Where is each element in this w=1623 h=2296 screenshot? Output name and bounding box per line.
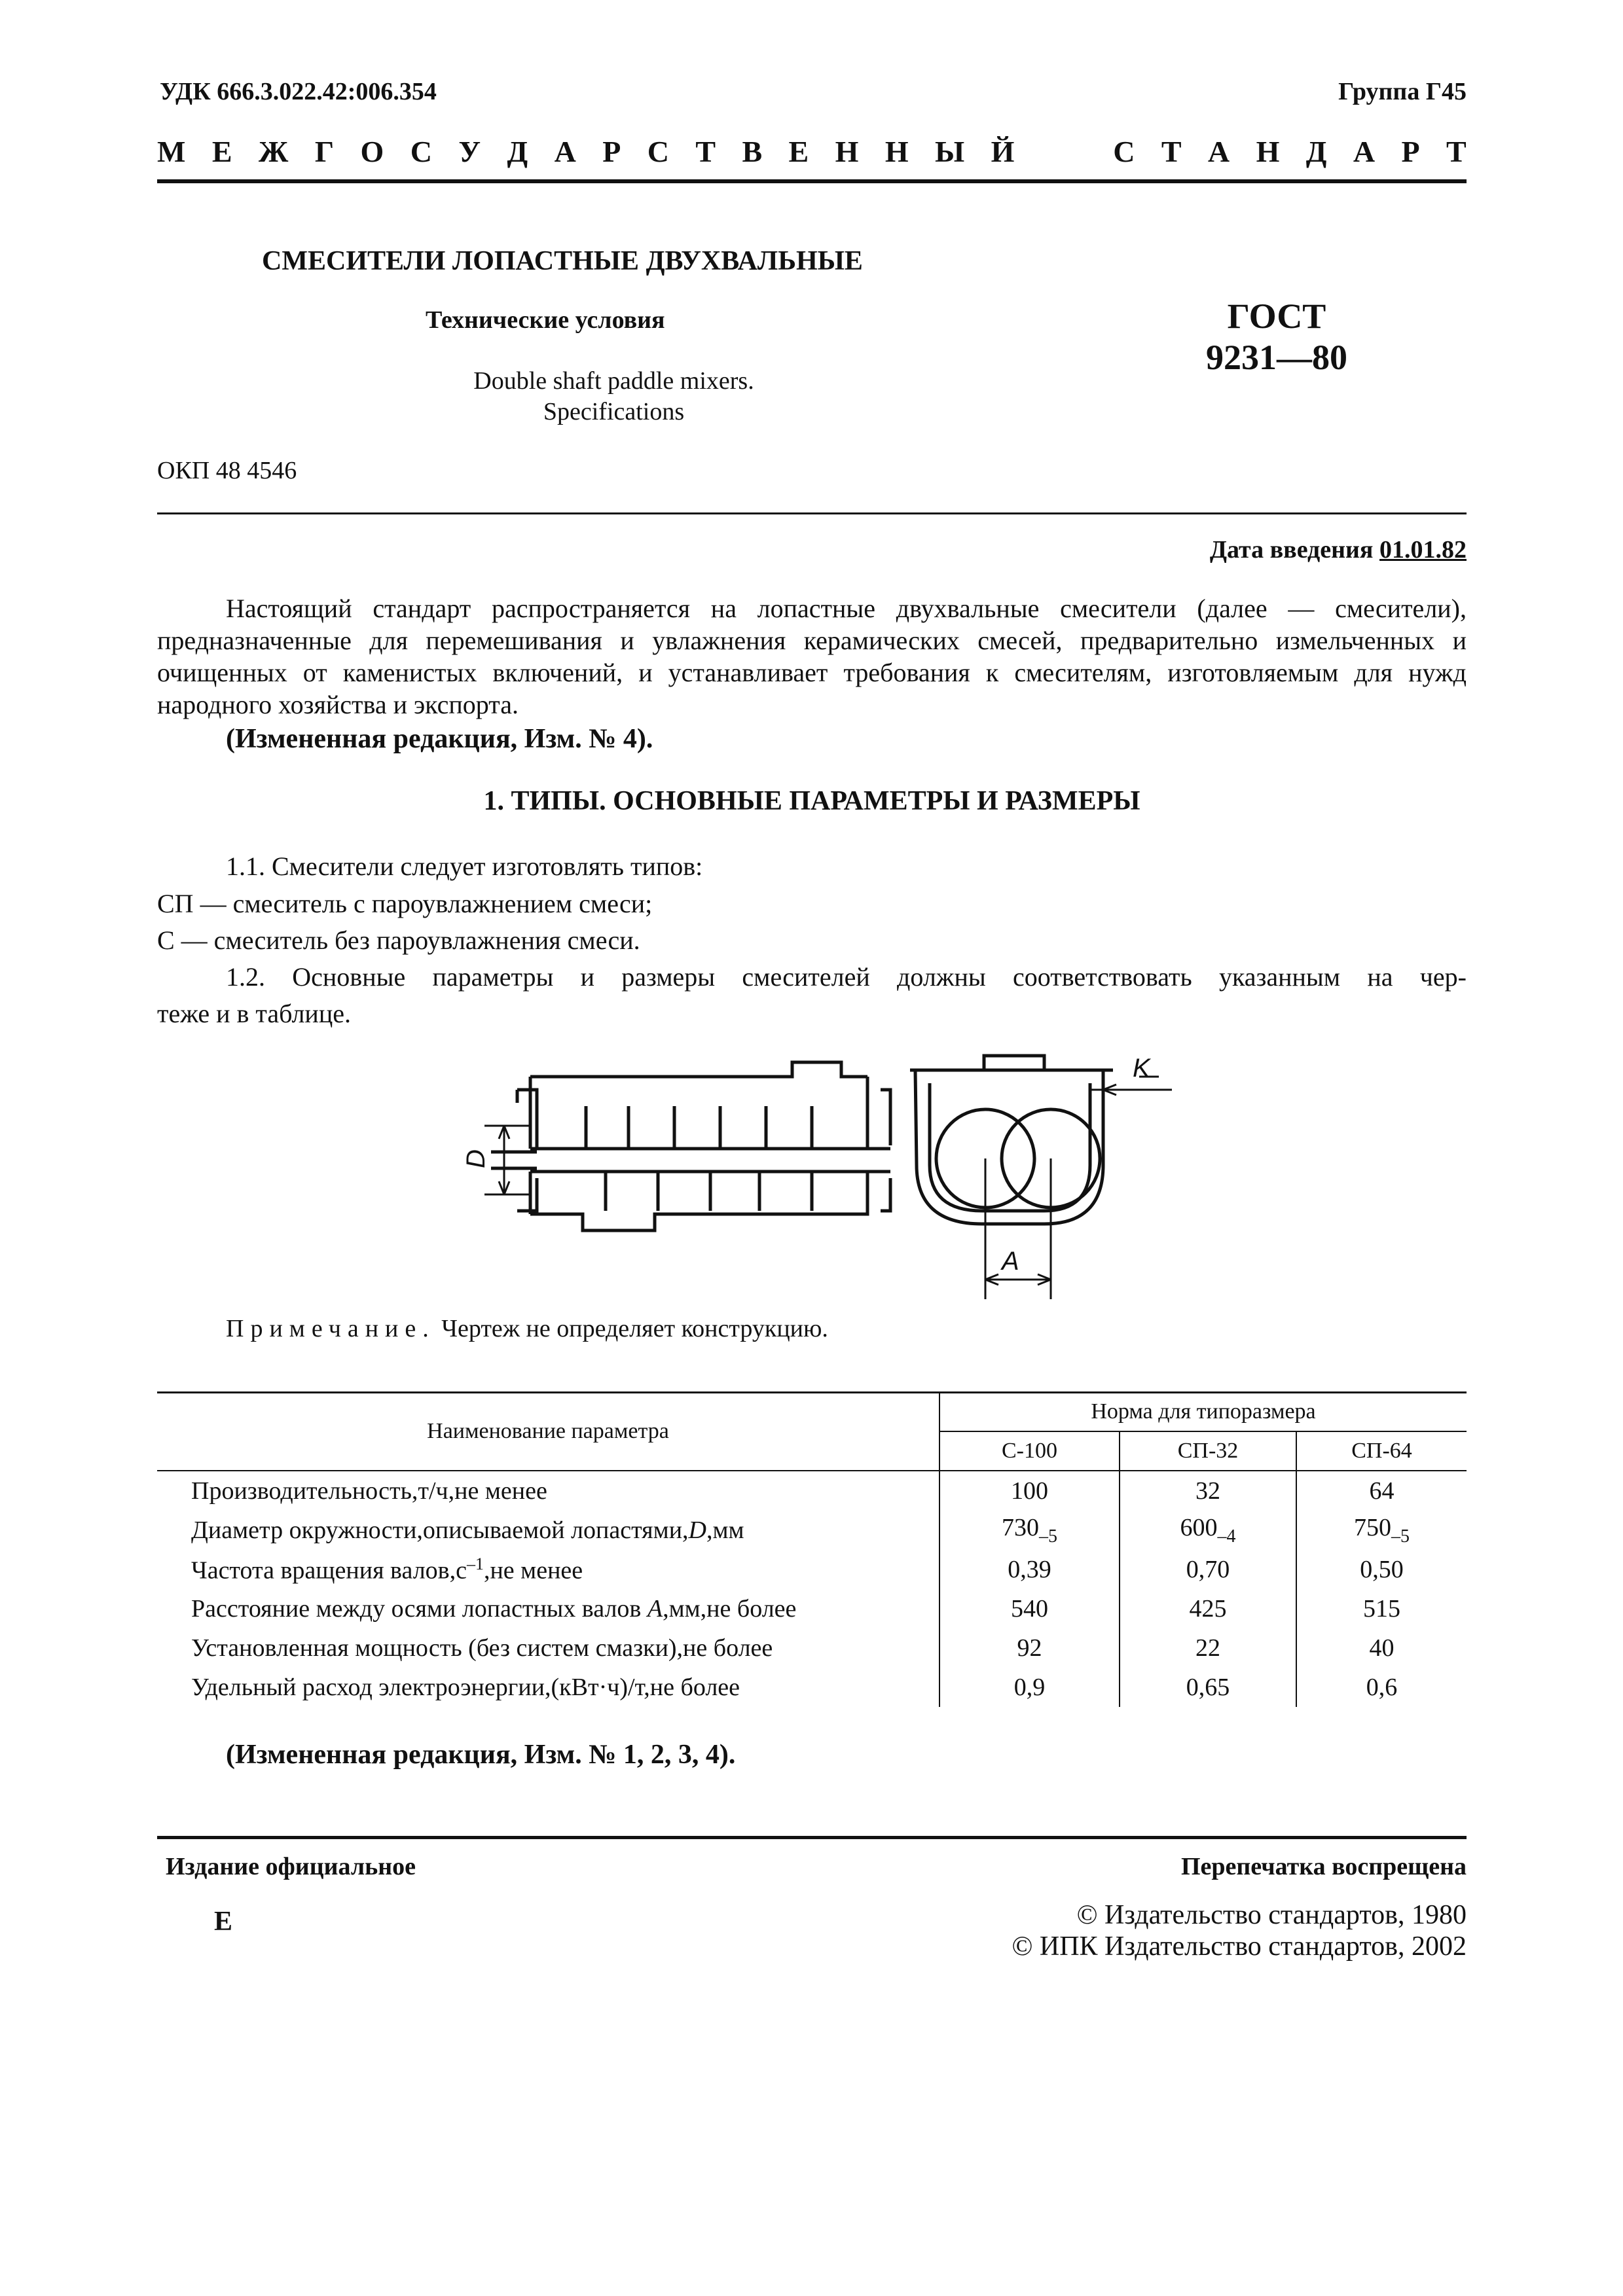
mixer-side-view: [462, 1062, 890, 1230]
banner-letter: Ы: [935, 135, 965, 168]
param-name: Диаметр окружности,описываемой лопастями,D,мм: [191, 1516, 744, 1544]
official-edition: Издание официальное: [166, 1853, 416, 1880]
gost-number: 9231—80: [1206, 338, 1347, 377]
clearance-label: K: [1133, 1054, 1150, 1083]
param-value: 0,9: [939, 1668, 1120, 1707]
banner-letter: А: [1207, 135, 1230, 168]
group-code: Группа Г45: [1338, 78, 1467, 105]
banner-letter: Й: [991, 135, 1015, 168]
banner-letter: А: [554, 135, 576, 168]
param-header: Наименование параметра: [157, 1393, 939, 1471]
section-1-title: 1. ТИПЫ. ОСНОВНЫЕ ПАРАМЕТРЫ И РАЗМЕРЫ: [483, 786, 1140, 816]
table-row: [157, 1628, 1467, 1668]
type-sp-line: СП — смеситель с пароувлажнением смеси;: [157, 889, 653, 918]
clause-1-2: 1.2. Основные параметры и размеры смесителей должны соответствовать указанным на чер-: [226, 962, 1467, 992]
param-value: 40: [1296, 1628, 1467, 1668]
document-subtitle: Технические условия: [426, 306, 665, 334]
title-block-rule: [157, 512, 1467, 514]
column-header: СП-64: [1296, 1431, 1467, 1471]
banner-letter: Н: [835, 135, 859, 168]
param-value: $750_{-5}$: [1296, 1511, 1467, 1550]
effective-date-value: 01.01.82: [1379, 536, 1467, 564]
param-value: 0,6: [1296, 1668, 1467, 1707]
param-name: Установленная мощность (без систем смазки),не более: [191, 1634, 773, 1662]
drawing-note: [226, 1314, 828, 1343]
param-value: 0,39: [939, 1550, 1120, 1589]
banner-letter: У: [458, 135, 481, 168]
param-name: Частота вращения $валов,с^{-1},не$ менее: [191, 1554, 583, 1585]
param-value: 540: [939, 1589, 1120, 1628]
banner-letter: Г: [314, 135, 335, 168]
table-amendment: (Измененная редакция, Изм. № 1, 2, 3, 4).: [226, 1740, 736, 1770]
okp-code: ОКП 48 4546: [157, 457, 297, 484]
banner-letter: М: [157, 135, 186, 168]
note-label: Примечание.: [226, 1315, 435, 1342]
banner-letter: Е: [788, 135, 809, 168]
param-value: 0,65: [1120, 1668, 1296, 1707]
intro-amendment: (Измененная редакция, Изм. № 4).: [226, 724, 653, 754]
banner-letter: Т: [695, 135, 716, 168]
copyright-2002: © ИПК Издательство стандартов, 2002: [1012, 1931, 1467, 1962]
table-row: [157, 1550, 1467, 1589]
table-row: [157, 1589, 1467, 1628]
mixer-end-view: [910, 1054, 1172, 1299]
document-title: СМЕСИТЕЛИ ЛОПАСТНЫЕ ДВУХВАЛЬНЫЕ: [262, 246, 863, 276]
banner-letter: Ж: [258, 135, 289, 168]
note-text: Чертеж не определяет конструкцию.: [441, 1315, 828, 1342]
table-row: [157, 1668, 1467, 1707]
param-name: Удельный расход электроэнергии,(кВт·ч)/т,не более: [191, 1674, 740, 1701]
banner-letter: Р: [1401, 135, 1420, 168]
banner-letter: Д: [1305, 135, 1327, 168]
diameter-label: D: [462, 1149, 490, 1168]
param-name: Расстояние между осями лопастных валов A,мм,не более: [191, 1595, 797, 1623]
param-value: 32: [1120, 1471, 1296, 1511]
copyright-1980: © Издательство стандартов, 1980: [1076, 1900, 1467, 1930]
param-value: 22: [1120, 1628, 1296, 1668]
type-s-line: С — смеситель без пароувлажнения смеси.: [157, 925, 640, 955]
banner-letter: О: [360, 135, 384, 168]
mixer-drawing: [458, 1044, 1192, 1306]
param-value: 0,50: [1296, 1550, 1467, 1589]
english-title-line-1: Double shaft paddle mixers.: [473, 367, 754, 395]
english-title-line-2: Specifications: [543, 398, 685, 425]
banner-letter: Р: [602, 135, 621, 168]
table-row: [157, 1511, 1467, 1550]
table-row: [157, 1471, 1467, 1511]
param-value: 515: [1296, 1589, 1467, 1628]
column-header: СП-32: [1120, 1431, 1296, 1471]
parameters-table: [157, 1393, 1467, 1707]
banner-letter: Т: [1446, 135, 1467, 168]
param-value: 0,70: [1120, 1550, 1296, 1589]
param-value: 92: [939, 1628, 1120, 1668]
norm-header: Норма для типоразмера: [939, 1393, 1467, 1431]
edition-letter: Е: [214, 1907, 233, 1937]
banner-letter: Н: [884, 135, 909, 168]
param-value: 64: [1296, 1471, 1467, 1511]
banner-letter: С: [647, 135, 669, 168]
param-value: $730_{-5}$: [939, 1511, 1120, 1550]
banner-letter: С: [1113, 135, 1135, 168]
banner-letter: Д: [507, 135, 528, 168]
reprint-prohibited: Перепечатка воспрещена: [1180, 1853, 1467, 1880]
effective-date-label: Дата введения: [1209, 536, 1374, 564]
gost-label: ГОСТ: [1227, 296, 1326, 336]
banner-letter: В: [742, 135, 763, 168]
banner-letter: С: [410, 135, 432, 168]
intro-paragraph: Настоящий стандарт распространяется на лопастные двухвальные смесители (далее — смесители), предназначенные для перемешивания и увлажнения керамических смесей, предварительно измельченных и очищенных от каменистых включений, и устанавливает требования к смесителям, изготовляемым для нужд народного хозяйства и экспорта.: [157, 594, 1467, 719]
udk-code: УДК 666.3.022.42:006.354: [160, 78, 437, 105]
param-value: $600_{-4}$: [1120, 1511, 1296, 1550]
param-name: Производительность,т/ч,не менее: [191, 1477, 547, 1505]
banner-letter: Е: [211, 135, 232, 168]
param-value: 425: [1120, 1589, 1296, 1628]
footer-rule: [157, 1836, 1467, 1839]
clause-1-1: 1.1. Смесители следует изготовлять типов:: [226, 852, 703, 881]
effective-date: [1210, 535, 1467, 564]
param-value: 100: [939, 1471, 1120, 1511]
header-rule: [157, 179, 1467, 183]
column-header: С-100: [939, 1431, 1120, 1471]
axis-distance-label: A: [1002, 1247, 1019, 1276]
clause-1-2-cont: теже и в таблице.: [157, 999, 351, 1028]
banner-letter: Т: [1161, 135, 1182, 168]
banner-letter: А: [1353, 135, 1376, 168]
standard-banner: [157, 134, 1467, 169]
banner-gap: [1041, 134, 1087, 169]
banner-letter: Н: [1256, 135, 1280, 168]
